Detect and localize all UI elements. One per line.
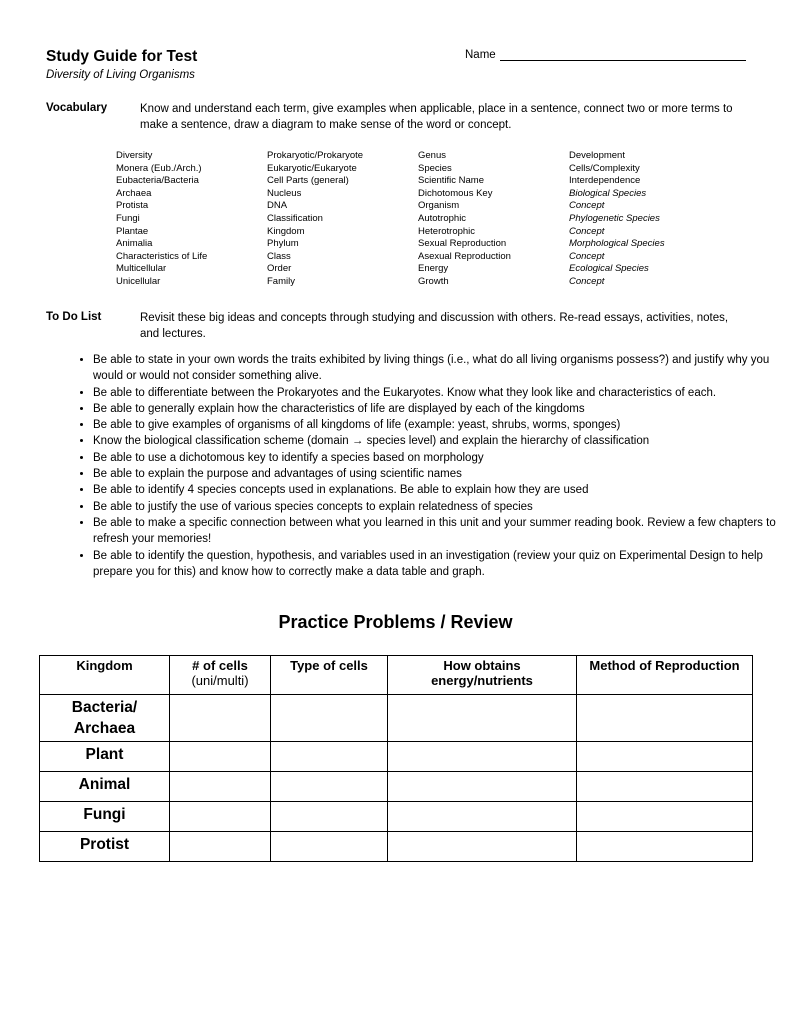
- todo-item: • Be able to give examples of organisms of all kingdoms of life (example: yeast, shrubs, worms, sponges): [93, 417, 791, 433]
- todo-list: [46, 352, 791, 580]
- vocabulary-term: Concept: [569, 275, 605, 287]
- vocabulary-term-grid: [116, 150, 720, 289]
- vocabulary-term: DNA: [267, 200, 288, 212]
- answer-cell[interactable]: [577, 742, 753, 772]
- vocabulary-term: Protista: [116, 200, 149, 212]
- column-header-reproduction: Method of Reproduction: [577, 656, 753, 695]
- column-header-cell-count: # of cells (uni/multi): [170, 656, 271, 695]
- vocabulary-term: Scientific Name: [418, 175, 484, 187]
- vocabulary-term: Kingdom: [267, 225, 305, 237]
- vocabulary-term: Animalia: [116, 238, 153, 250]
- answer-cell[interactable]: [577, 832, 753, 862]
- vocabulary-term: Nucleus: [267, 187, 302, 199]
- answer-cell[interactable]: [170, 742, 271, 772]
- name-field[interactable]: [465, 47, 746, 61]
- answer-cell[interactable]: [388, 832, 577, 862]
- answer-cell[interactable]: [577, 802, 753, 832]
- answer-cell[interactable]: [271, 832, 388, 862]
- kingdom-cell: Protist: [40, 832, 170, 862]
- answer-cell[interactable]: [388, 802, 577, 832]
- vocabulary-term: Morphological Species: [569, 238, 665, 250]
- table-row: [40, 742, 753, 772]
- vocabulary-term: Concept: [569, 250, 605, 262]
- answer-cell[interactable]: [271, 772, 388, 802]
- todo-label: To Do List: [46, 311, 102, 323]
- vocabulary-term: Multicellular: [116, 263, 167, 275]
- answer-cell[interactable]: [271, 695, 388, 742]
- vocabulary-term: Plantae: [116, 225, 149, 237]
- vocabulary-column: [418, 150, 569, 289]
- answer-cell[interactable]: [170, 772, 271, 802]
- vocabulary-label: Vocabulary: [46, 102, 108, 114]
- answer-cell[interactable]: [271, 802, 388, 832]
- vocabulary-term: Cells/Complexity: [569, 162, 640, 174]
- todo-item: • Be able to make a specific connection between what you learned in this unit and your summer reading book. Review a few chapters to refresh your memories!: [93, 515, 791, 548]
- vocabulary-term: Unicellular: [116, 275, 161, 287]
- vocabulary-term: Fungi: [116, 212, 140, 224]
- column-header-energy: How obtains energy/nutrients: [388, 656, 577, 695]
- page-title: Study Guide for Test: [46, 48, 198, 65]
- answer-cell[interactable]: [170, 695, 271, 742]
- vocabulary-term: Species: [418, 162, 452, 174]
- vocabulary-term: Characteristics of Life: [116, 250, 208, 262]
- vocabulary-term: Autotrophic: [418, 212, 467, 224]
- vocabulary-term: Heterotrophic: [418, 225, 476, 237]
- column-header-cell-type: Type of cells: [271, 656, 388, 695]
- answer-cell[interactable]: [577, 695, 753, 742]
- todo-item: • Be able to identify the question, hypothesis, and variables used in an investigation (review your quiz on Experimental Design to help prepare you for this) and know how to correctly make a data table and graph.: [93, 548, 791, 581]
- vocabulary-term: Order: [267, 263, 292, 275]
- vocabulary-term: Biological Species: [569, 187, 647, 199]
- name-label: Name: [465, 49, 496, 61]
- todo-item: • Be able to identify 4 species concepts used in explanations. Be able to explain how they are used: [93, 482, 791, 498]
- table-row: [40, 772, 753, 802]
- kingdom-cell: Animal: [40, 772, 170, 802]
- vocabulary-term: Concept: [569, 225, 605, 237]
- vocabulary-term: Monera (Eub./Arch.): [116, 162, 202, 174]
- todo-item: • Be able to use a dichotomous key to identify a species based on morphology: [93, 450, 791, 466]
- kingdom-cell: Fungi: [40, 802, 170, 832]
- vocabulary-term: Archaea: [116, 187, 152, 199]
- review-table-header-row: [40, 656, 753, 695]
- vocabulary-term: Classification: [267, 212, 323, 224]
- todo-item: • Be able to generally explain how the characteristics of life are displayed by each of the kingdoms: [93, 401, 791, 417]
- vocabulary-term: Cell Parts (general): [267, 175, 349, 187]
- answer-cell[interactable]: [388, 772, 577, 802]
- vocabulary-term: Ecological Species: [569, 263, 649, 275]
- vocabulary-term: Eukaryotic/Eukaryote: [267, 162, 357, 174]
- answer-cell[interactable]: [577, 772, 753, 802]
- answer-cell[interactable]: [170, 802, 271, 832]
- todo-item: • Be able to justify the use of various species concepts to explain relatedness of species: [93, 499, 791, 515]
- answer-cell[interactable]: [388, 742, 577, 772]
- table-row: [40, 832, 753, 862]
- answer-cell[interactable]: [388, 695, 577, 742]
- vocabulary-instructions: Know and understand each term, give examples when applicable, place in a sentence, connect two or more terms to make a sentence, draw a diagram to make sense of the word or concept.: [140, 103, 733, 131]
- vocabulary-term: Diversity: [116, 150, 153, 161]
- todo-intro: Revisit these big ideas and concepts through studying and discussion with others. Re-read essays, activities, notes, and lectures.: [140, 312, 729, 340]
- todo-item: • Be able to explain the purpose and advantages of using scientific names: [93, 466, 791, 482]
- answer-cell[interactable]: [170, 832, 271, 862]
- table-row: [40, 802, 753, 832]
- vocabulary-term: Sexual Reproduction: [418, 238, 507, 250]
- vocabulary-term: Prokaryotic/Prokaryote: [267, 150, 364, 161]
- vocabulary-column: [116, 150, 267, 289]
- vocabulary-term: Dichotomous Key: [418, 187, 493, 199]
- page-subtitle: Diversity of Living Organisms: [46, 69, 195, 81]
- vocabulary-column: [267, 150, 418, 289]
- vocabulary-term: Interdependence: [569, 175, 641, 187]
- table-row: [40, 695, 753, 742]
- vocabulary-term: Eubacteria/Bacteria: [116, 175, 199, 187]
- todo-item: • Be able to state in your own words the traits exhibited by living things (i.e., what do all living organisms possess?) and justify why you would or would not consider something alive.: [93, 352, 791, 385]
- vocabulary-term: Family: [267, 275, 295, 287]
- vocabulary-term: Phylum: [267, 238, 299, 250]
- vocabulary-term: Organism: [418, 200, 460, 212]
- vocabulary-term: Class: [267, 250, 291, 262]
- review-table: [39, 655, 753, 862]
- vocabulary-term: Growth: [418, 275, 449, 287]
- vocabulary-term: Development: [569, 150, 625, 161]
- vocabulary-term: Genus: [418, 150, 446, 161]
- vocabulary-term: Concept: [569, 200, 605, 212]
- todo-item: • Be able to differentiate between the Prokaryotes and the Eukaryotes. Know what they look like and characteristics of each.: [93, 385, 791, 401]
- vocabulary-term: Phylogenetic Species: [569, 212, 660, 224]
- name-input-line[interactable]: [500, 47, 746, 61]
- vocabulary-term: Asexual Reproduction: [418, 250, 511, 262]
- kingdom-cell: Plant: [40, 742, 170, 772]
- vocabulary-term: Energy: [418, 263, 449, 275]
- vocabulary-column: [569, 150, 720, 289]
- kingdom-cell: Bacteria/ Archaea: [40, 695, 170, 742]
- todo-item: • Know the biological classification scheme (domain → species level) and explain the hierarchy of classification: [93, 433, 791, 449]
- answer-cell[interactable]: [271, 742, 388, 772]
- practice-heading: Practice Problems / Review: [278, 612, 513, 632]
- column-header-kingdom: Kingdom: [40, 656, 170, 695]
